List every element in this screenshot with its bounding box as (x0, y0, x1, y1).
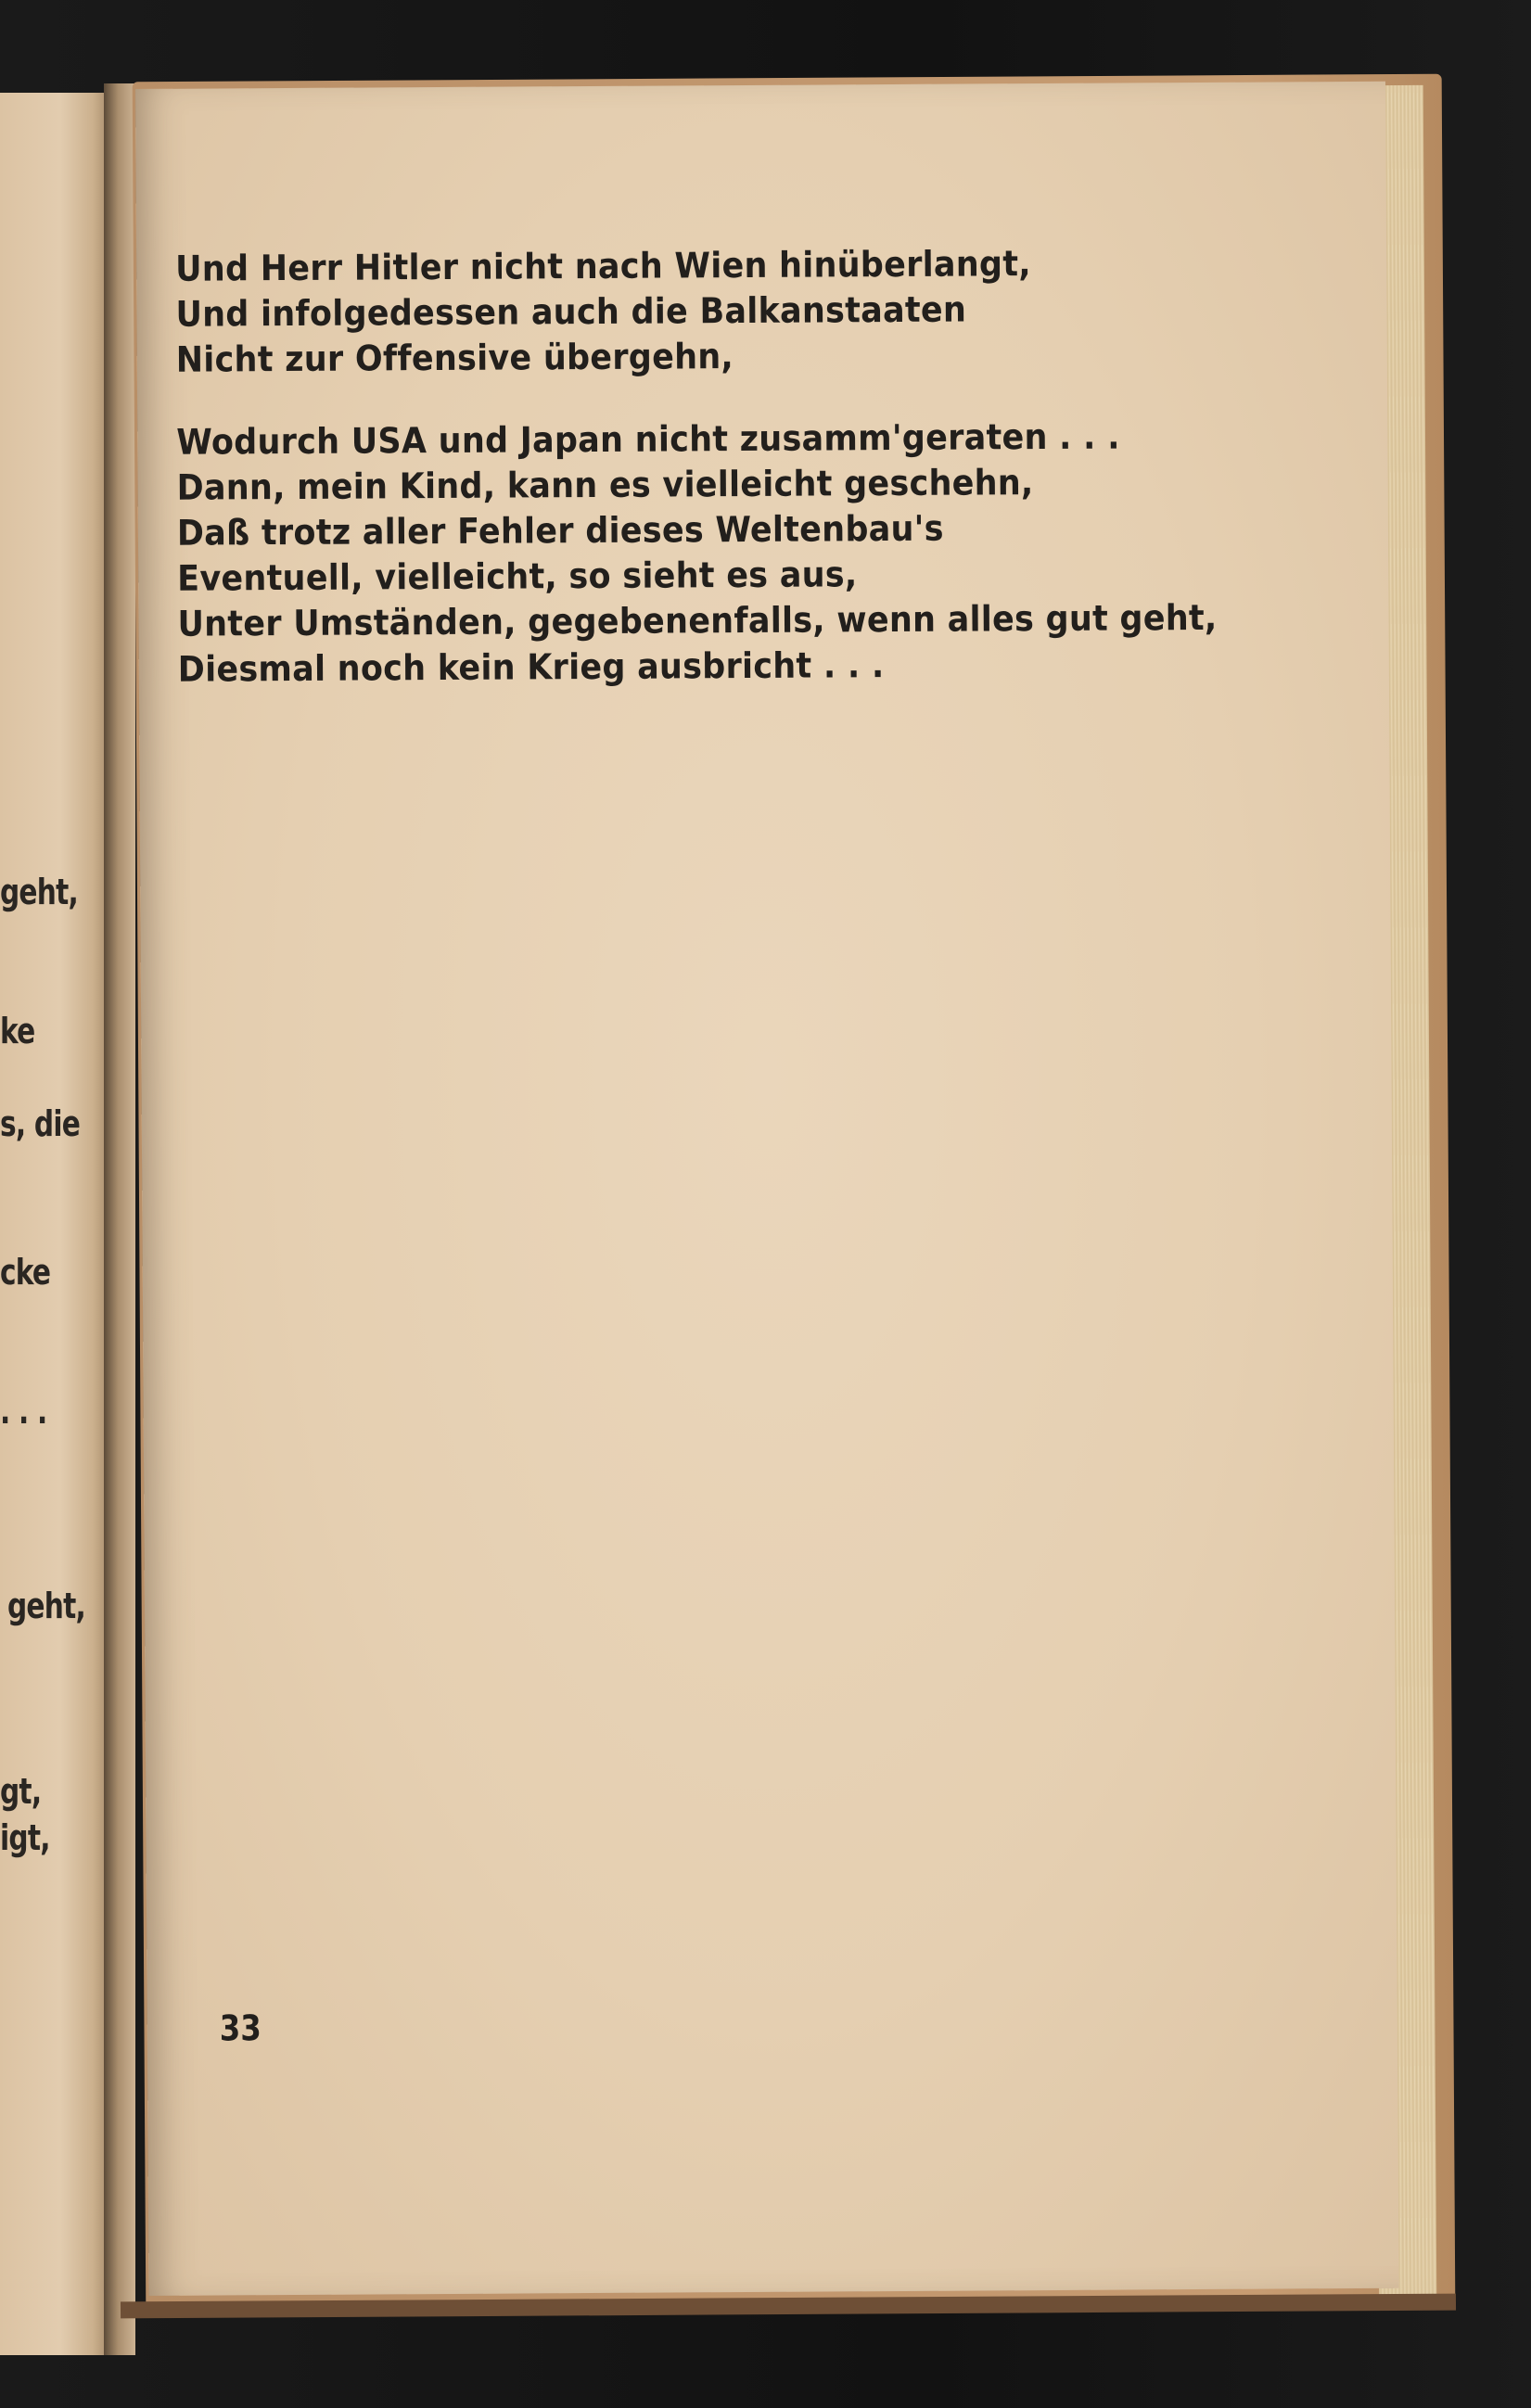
poem-line: Diesmal noch kein Krieg ausbricht . . . (177, 644, 885, 690)
poem-stanza (175, 239, 1289, 382)
poem-stanza (176, 413, 1291, 692)
poem-line: Und Herr Hitler nicht nach Wien hinüberlangt, (175, 243, 1031, 289)
left-page-fragment: geht, (7, 1586, 85, 1626)
left-page-fragment: geht, (0, 872, 78, 912)
left-page-fragment: ke (0, 1011, 35, 1051)
left-page-fragment: s, die (0, 1103, 81, 1144)
left-page-fragment: igt, (0, 1817, 50, 1858)
poem-line: Nicht zur Offensive übergehn, (175, 336, 734, 380)
left-facing-page (0, 93, 109, 2355)
poem-line: Und infolgedessen auch die Balkanstaaten (175, 288, 967, 335)
page-number: 33 (219, 2007, 262, 2049)
poem-text (175, 239, 1291, 729)
poem-line: Unter Umständen, gegebenenfalls, wenn alles gut geht, (177, 596, 1218, 644)
left-page-fragment: cke (0, 1252, 51, 1293)
poem-line: Dann, mein Kind, kann es vielleicht geschehn, (176, 462, 1034, 508)
book-gutter (104, 83, 135, 2355)
poem-line: Eventuell, vielleicht, so sieht es aus, (177, 554, 858, 599)
poem-line: Wodurch USA und Japan nicht zusamm'geraten . . . (176, 415, 1120, 463)
left-page-fragment: gt, (0, 1771, 42, 1812)
left-page-fragment: . . . (0, 1391, 47, 1432)
right-page (135, 82, 1399, 2296)
poem-line: Daß trotz aller Fehler dieses Weltenbau's (176, 507, 944, 554)
